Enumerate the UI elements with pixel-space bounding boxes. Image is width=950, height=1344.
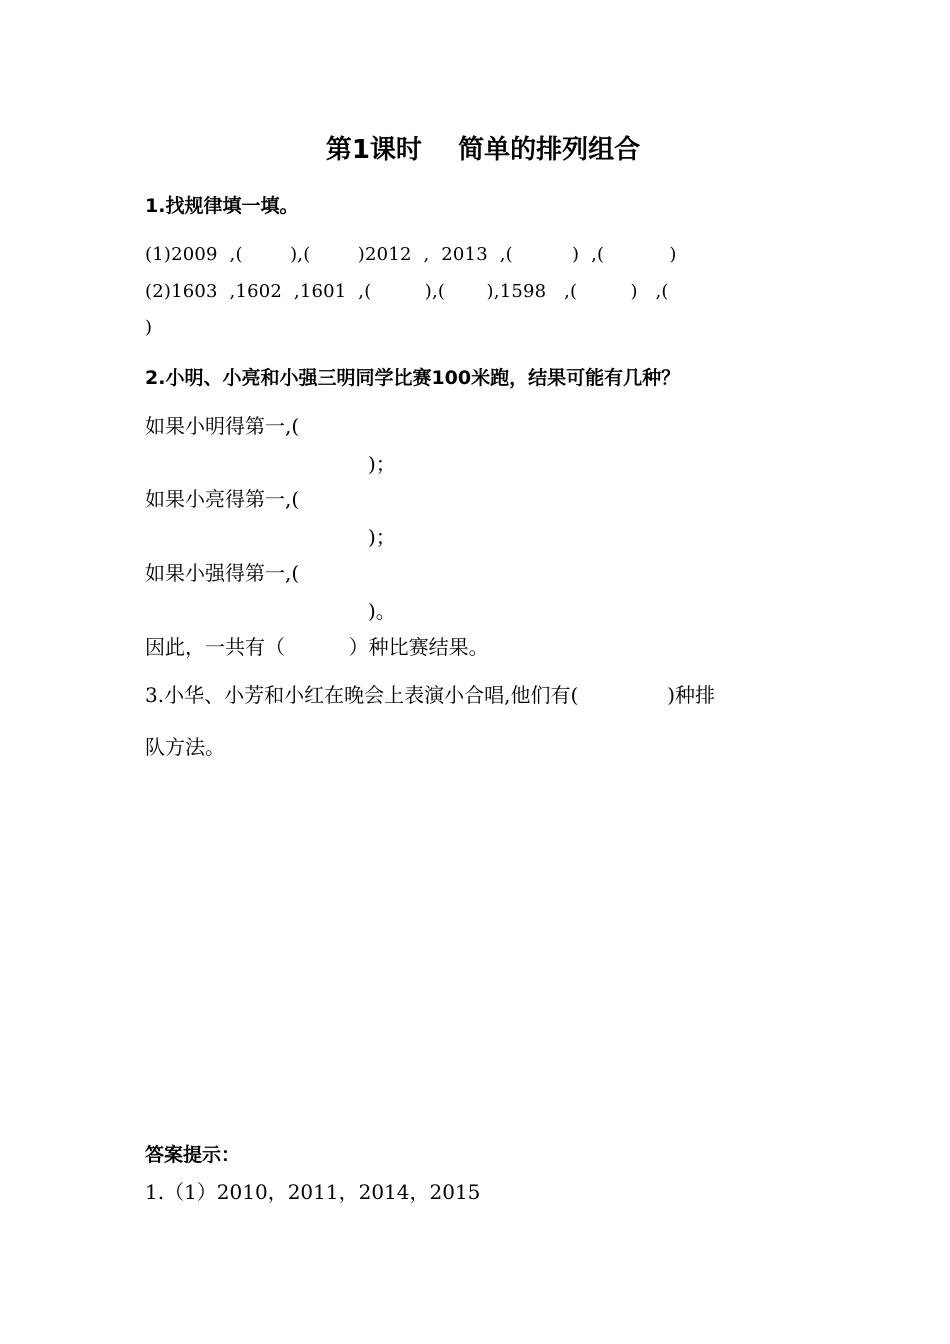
question-3-line-1: 3.小华、小芳和小红在晚会上表演小合唱,他们有( )种排 [145,683,716,707]
answers-heading: 答案提示： [145,1144,241,1166]
question-2-heading: 2.小明、小亮和小强三明同学比赛100米跑，结果可能有几种？ [145,367,681,389]
total-results-line: 因此，一共有（ ）种比赛结果。 [145,635,489,659]
answers-line-1: 1.（1）2010，2011，2014，2015 [145,1180,481,1204]
question-1-sequence-1: (1)2009 ,( ),( )2012 , 2013 ,( ) ,( ) [145,244,677,265]
question-1-sequence-2: (2)1603 ,1602 ,1601 ,( ),( ),1598 ,( ) ,( [145,281,669,302]
case-2-lead: 如果小亮得第一,( [145,487,300,511]
case-3-lead: 如果小强得第一,( [145,561,300,585]
case-1-end: )； [368,452,396,476]
question-1-sequence-2-continuation: ) [145,317,153,338]
question-1-heading: 1.找规律填一填。 [145,195,299,217]
case-2-end: )； [368,525,396,549]
case-3-end: )。 [368,599,396,623]
case-1-lead: 如果小明得第一,( [145,414,300,438]
question-3-line-2: 队方法。 [145,735,225,759]
page-title: 第1课时 简单的排列组合 [325,135,641,165]
